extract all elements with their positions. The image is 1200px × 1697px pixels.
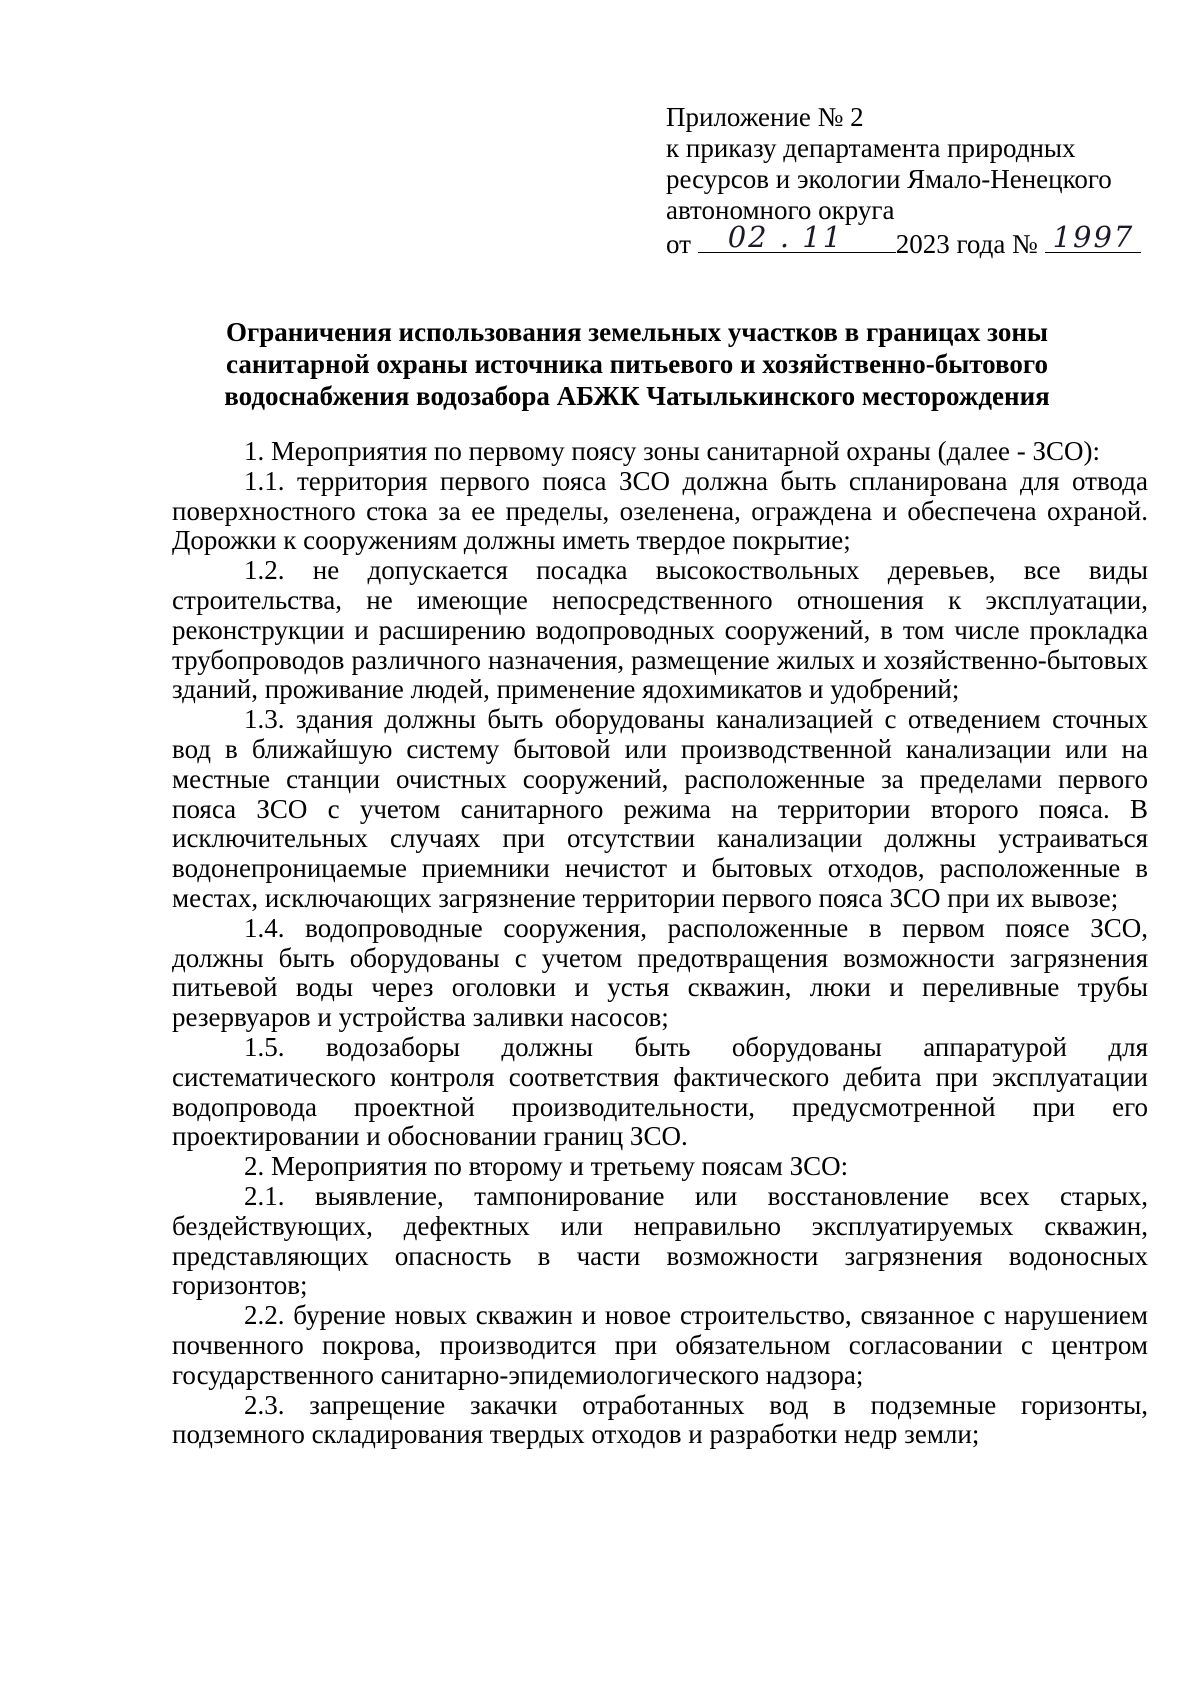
date-from-label: от (666, 229, 691, 259)
paragraph-1: 1. Мероприятия по первому поясу зоны санитарной охраны (далее - ЗСО): (244, 436, 1100, 466)
document-title (172, 316, 1102, 412)
paragraph-2: 2. Мероприятия по второму и третьему поясам ЗСО: (244, 1151, 849, 1182)
title-line-2: санитарной охраны источника питьевого и хозяйственно-бытового (226, 349, 1048, 379)
handwritten-number: 1997 (1052, 220, 1135, 254)
paragraph-2-2: 2.2. бурение новых скважин и новое строительство, связанное с нарушением почвенного покрова, производится при обязательном согласовании с центром государственного санитарно-эпидемиологического надзора; (172, 1300, 1148, 1390)
date-signature-field (698, 220, 896, 254)
paragraph-2-3: 2.3. запрещение закачки отработанных вод в подземные горизонты, подземного складирования твердых отходов и разработки недр земли; (172, 1389, 1148, 1450)
appendix-date-line (666, 220, 1166, 260)
paragraph-1-3: 1.3. здания должны быть оборудованы канализацией с отведением сточных вод в ближайшую систему бытовой или производственной канализации или на местные станции очистных сооружений, расположенные за пределами первого пояса ЗСО с учетом санитарного режима на территории второго пояса. В исключительных случаях при отсутствии канализации должны устраиваться водонепроницаемые приемники нечистот и бытовых отходов, расположенные в местах, исключающих загрязнение территории первого пояса ЗСО при их вывозе; (172, 704, 1148, 913)
appendix-district-line: автономного округа (666, 195, 895, 225)
paragraph-1-2: 1.2. не допускается посадка высокоствольных деревьев, все виды строительства, не имеющие непосредственного отношения к эксплуатации, реконструкции и расширению водопроводных сооружений, в том числе прокладка трубопроводов различного назначения, размещение жилых и хозяйственно-бытовых зданий, проживание людей, применение ядохимикатов и удобрений; (172, 555, 1148, 705)
appendix-title: Приложение № 2 (666, 102, 864, 132)
paragraph-1-1: 1.1. территория первого пояса ЗСО должна быть спланирована для отвода поверхностного стока за ее пределы, озеленена, ограждена и обеспечена охраной. Дорожки к сооружениям должны иметь твердое покрытие; (172, 465, 1148, 556)
document-body (172, 437, 1148, 1450)
paragraph-2-1: 2.1. выявление, тампонирование или восстановление всех старых, бездействующих, дефектных или неправильно эксплуатируемых скважин, представляющих опасность в части возможности загрязнения водоносных горизонтов; (172, 1180, 1148, 1301)
title-line-1: Ограничения использования земельных участков в границах зоны (225, 317, 1049, 347)
appendix-department-line: ресурсов и экологии Ямало-Ненецкого (666, 164, 1112, 194)
paragraph-1-5: 1.5. водозаборы должны быть оборудованы аппаратурой для систематического контроля соответствия фактического дебита при эксплуатации водопровода проектной производительности, предусмотренной при его проектировании и обосновании границ ЗСО. (172, 1031, 1148, 1152)
number-signature-field (1045, 220, 1141, 254)
paragraph-1-4: 1.4. водопроводные сооружения, расположенные в первом поясе ЗСО, должны быть оборудованы с учетом предотвращения возможности загрязнения питьевой воды через оголовки и устья скважин, люки и переливные трубы резервуаров и устройства заливки насосов; (172, 912, 1148, 1033)
appendix-header (666, 102, 1166, 260)
year-number-label: 2023 года № (895, 229, 1038, 259)
title-line-3: водоснабжения водозабора АБЖК Чатылькинского месторождения (224, 381, 1050, 411)
handwritten-date: 02 . 11 (727, 220, 844, 254)
appendix-order-line: к приказу департамента природных (666, 133, 1076, 163)
